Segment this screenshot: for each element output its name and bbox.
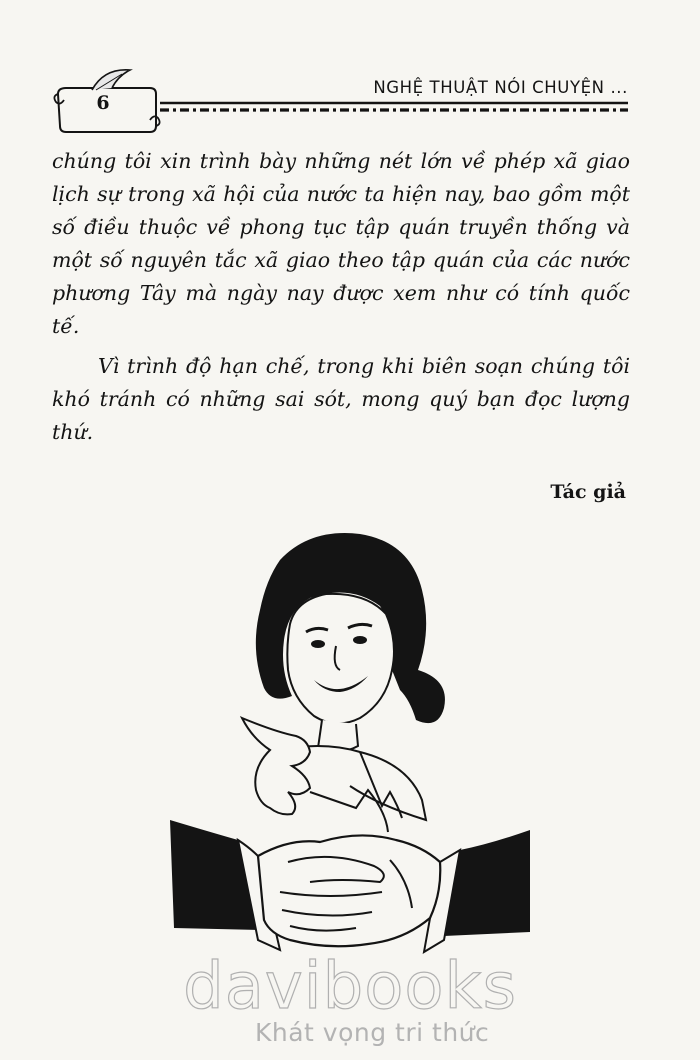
ornamental-rule	[160, 101, 628, 117]
page-header	[0, 0, 700, 140]
paragraph-2: Vì trình độ hạn chế, trong khi biên soạn chúng tôi khó tránh có những sai sót, mong quý bạn đọc lượng thứ.	[52, 354, 630, 444]
page-number: 6	[96, 92, 110, 114]
running-title: NGHỆ THUẬT NÓI CHUYỆN ...	[373, 78, 628, 97]
woman-pointing-handshake-illustration	[160, 520, 540, 960]
watermark-brand: davibooks	[183, 950, 517, 1024]
body-text	[52, 145, 630, 449]
author-signature: Tác giả	[550, 481, 626, 503]
watermark-tagline: Khát vọng tri thức	[255, 1018, 490, 1047]
paragraph-1: chúng tôi xin trình bày những nét lớn về phép xã giao lịch sự trong xã hội của nước ta hiện nay, bao gồm một số điều thuộc về phong tục tập quán truyền thống và một số nguyên tắc xã giao theo tập quán của các nước phương Tây mà ngày nay được xem như có tính quốc tế.	[52, 149, 630, 338]
